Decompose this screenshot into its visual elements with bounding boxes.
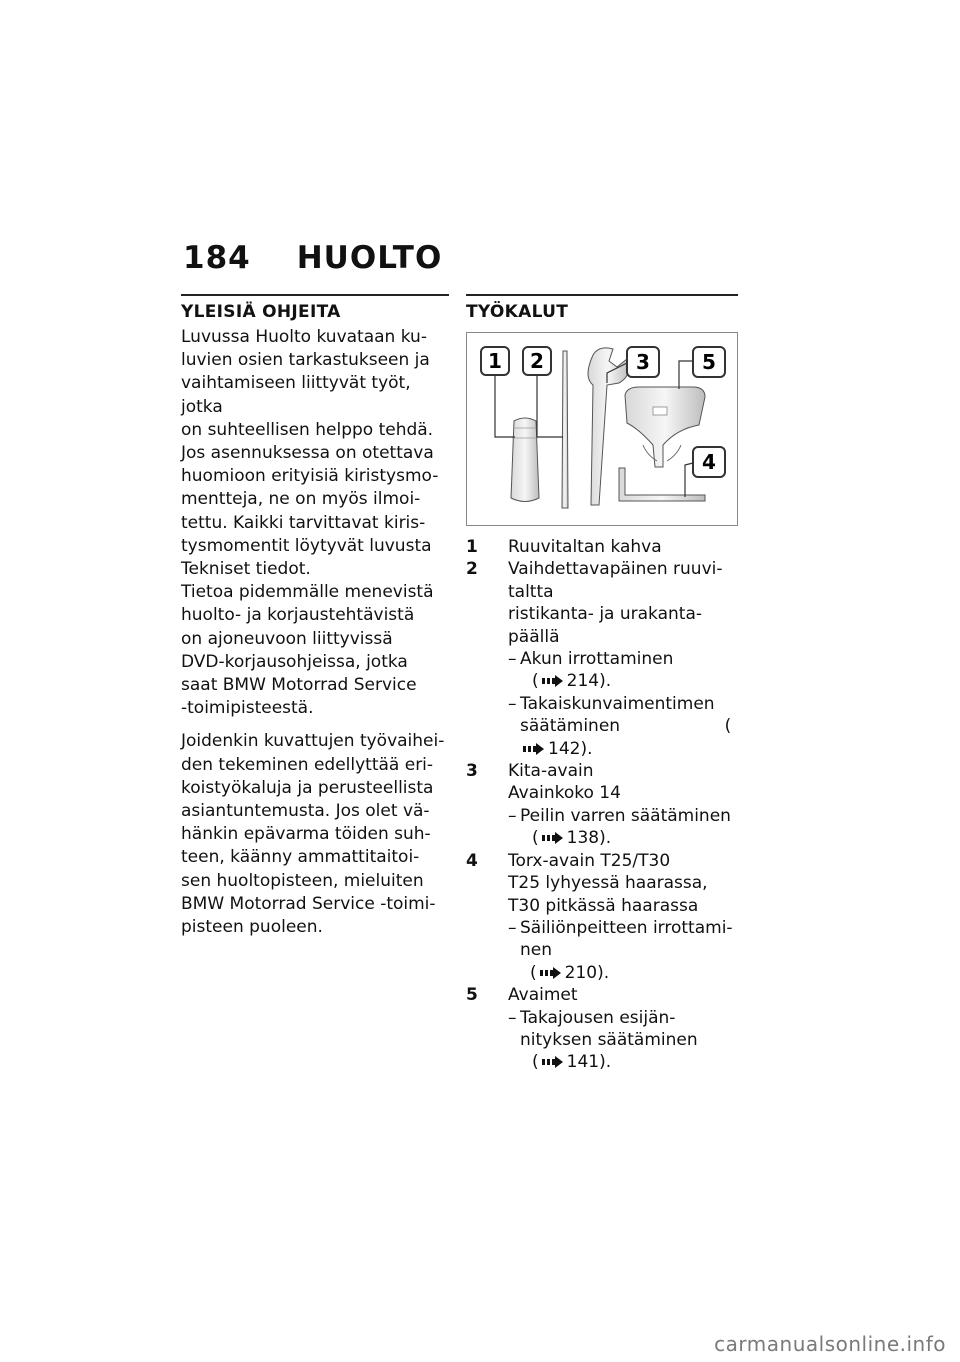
item-text: Avainkoko 14 bbox=[508, 783, 621, 804]
paragraph: Luvussa Huolto kuvataan ku- luvien osien tarkastukseen ja vaihtamiseen liittyvät työt, jotka on suhteellisen helppo tehdä. Jos asennuksessa on otettava huomioon erityisiä kiristysmo- mentteja, ne on myös ilmoi- tettu. Kaikki tarvittavat kiris- tysmomentit löytyvät luvusta Tekniset tiedot. bbox=[181, 327, 439, 580]
callout-4 bbox=[693, 447, 725, 477]
dash: – bbox=[508, 917, 517, 938]
callout-label: 4 bbox=[702, 450, 716, 474]
screwdriver-handle-drawing bbox=[511, 418, 539, 502]
page-reference[interactable]: ( 210). bbox=[530, 962, 610, 983]
item-text: ristikanta- ja urakanta- päällä bbox=[508, 604, 702, 647]
section-title: HUOLTO bbox=[296, 240, 443, 276]
toolkit-drawing bbox=[467, 333, 737, 525]
reference-arrow-icon bbox=[522, 743, 544, 755]
paragraph: Tietoa pidemmälle menevistä huolto- ja korjaustehtävistä on ajoneuvoon liittyvissä DVD-korjausohjeissa, jotka saat BMW Motorrad Service -toimipisteestä. bbox=[181, 582, 434, 719]
callout-label: 2 bbox=[530, 349, 544, 373]
callout-1 bbox=[481, 347, 509, 375]
tools-column bbox=[466, 294, 738, 1074]
list-item bbox=[466, 760, 738, 850]
list-item bbox=[466, 536, 738, 558]
callout-5 bbox=[693, 347, 725, 377]
sub-item bbox=[508, 1007, 738, 1074]
page-number: 184 bbox=[183, 240, 251, 276]
item-number: 4 bbox=[466, 850, 478, 871]
watermark: carmanualsonline.info bbox=[714, 1332, 946, 1356]
item-text: Kita-avain bbox=[508, 761, 594, 782]
sub-text: Säiliönpeitteen irrottami- nen bbox=[520, 917, 733, 961]
sub-item bbox=[508, 805, 738, 850]
reference-arrow-icon bbox=[539, 967, 561, 979]
section-divider bbox=[466, 294, 738, 296]
item-text: T25 lyhyessä haarassa, bbox=[508, 873, 708, 894]
toolkit-illustration bbox=[466, 332, 738, 526]
sub-item bbox=[508, 648, 738, 693]
page-reference[interactable]: ( 214). bbox=[532, 671, 612, 692]
item-text: Vaihdettavapäinen ruuvi- taltta bbox=[508, 559, 723, 602]
sub-item bbox=[508, 693, 738, 760]
item-number: 5 bbox=[466, 985, 478, 1006]
list-item bbox=[466, 850, 738, 984]
dash: – bbox=[508, 805, 517, 826]
sub-text: Takajousen esijän- nityksen säätäminen bbox=[520, 1007, 698, 1050]
list-item bbox=[466, 984, 738, 1074]
list-item bbox=[466, 558, 738, 760]
item-text: Ruuvitaltan kahva bbox=[508, 537, 662, 557]
general-instructions-column bbox=[181, 294, 449, 949]
callout-label: 3 bbox=[636, 350, 650, 374]
tool-list bbox=[466, 536, 738, 1074]
dash: – bbox=[508, 649, 517, 670]
item-text: T30 pitkässä haarassa bbox=[508, 895, 699, 916]
sub-item bbox=[508, 917, 738, 984]
general-instructions-heading: YLEISIÄ OHJEITA bbox=[181, 302, 341, 322]
callout-2 bbox=[523, 347, 551, 375]
item-number: 2 bbox=[466, 559, 478, 580]
page-header bbox=[183, 240, 442, 276]
sub-text: Takaiskunvaimentimen säätäminen bbox=[520, 693, 715, 737]
item-text: Torx-avain T25/T30 bbox=[508, 850, 671, 871]
page-reference[interactable]: ( 138). bbox=[532, 828, 612, 849]
item-text: Avaimet bbox=[508, 985, 578, 1006]
paragraph: Joidenkin kuvattujen työvaihei- den tekeminen edellyttää eri- koistyökaluja ja perusteellista asiantuntemusta. Jos olet vä- hänkin epävarma töiden suh- teen, käänny ammattitaitoi- sen huoltopisteen, mieluiten BMW Motorrad Service -toimi- pisteen puoleen. bbox=[181, 731, 445, 938]
item-number: 3 bbox=[466, 761, 478, 782]
tools-heading: TYÖKALUT bbox=[466, 302, 569, 322]
reference-arrow-icon bbox=[541, 1056, 563, 1068]
reference-arrow-icon bbox=[541, 832, 563, 844]
item-number: 1 bbox=[466, 537, 478, 557]
reference-arrow-icon bbox=[541, 675, 563, 687]
dash: – bbox=[508, 1007, 517, 1028]
callout-3 bbox=[627, 347, 659, 377]
dash: – bbox=[508, 693, 517, 714]
page-reference[interactable]: ( 141). bbox=[532, 1052, 612, 1073]
sub-text: Akun irrottaminen bbox=[520, 649, 674, 670]
callout-label: 1 bbox=[488, 349, 502, 373]
section-divider bbox=[181, 294, 449, 296]
callout-label: 5 bbox=[702, 350, 716, 374]
sub-text: Peilin varren säätäminen bbox=[520, 805, 731, 826]
page-reference[interactable]: (142). bbox=[520, 716, 731, 758]
screwdriver-blade-drawing bbox=[562, 351, 568, 508]
